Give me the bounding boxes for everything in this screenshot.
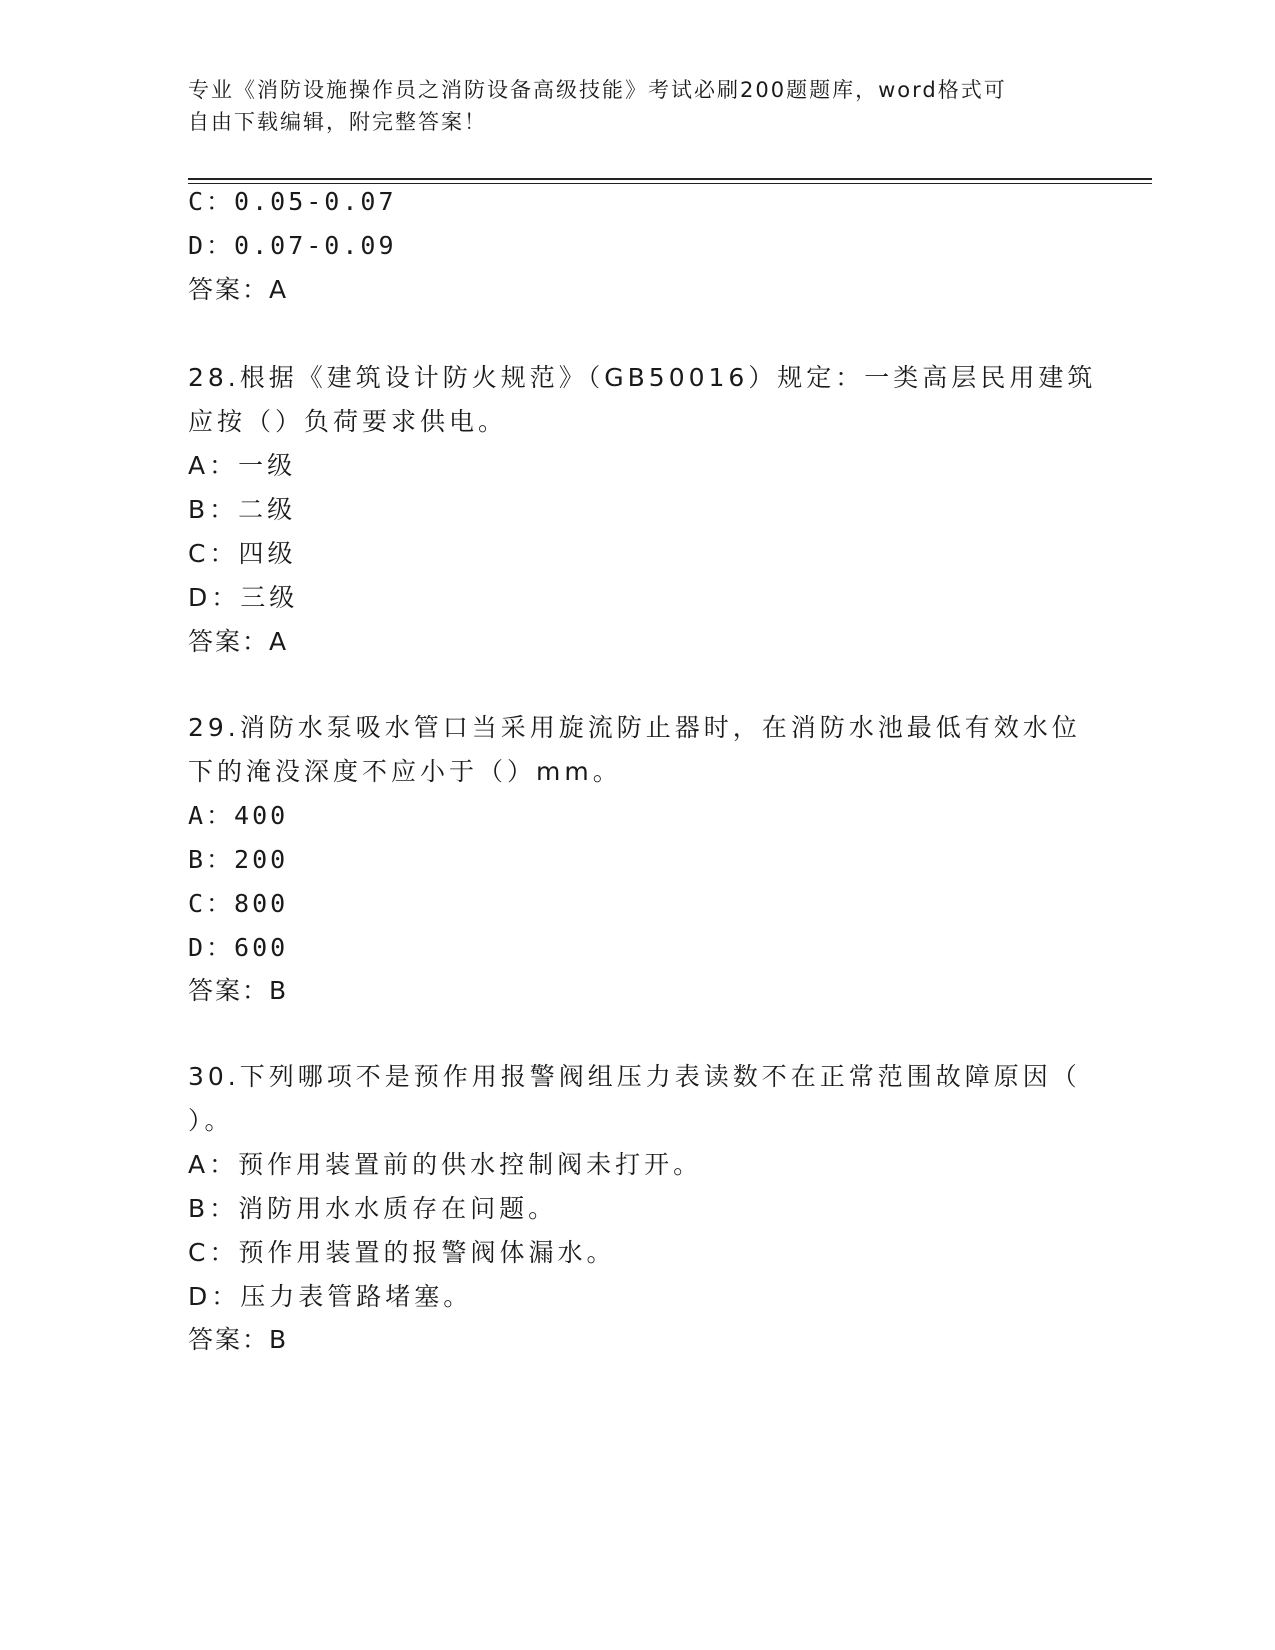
q29-text-line-2: 下的淹没深度不应小于（）mm。 [188, 757, 622, 786]
header-title-line-2: 自由下载编辑，附完整答案！ [188, 110, 487, 134]
q28-option-a: A：一级 [188, 451, 297, 480]
header-divider-thin [188, 183, 1152, 184]
q28-option-d: D：三级 [188, 583, 299, 612]
q29-option-c: C：800 [188, 889, 289, 918]
q30-option-c: C：预作用装置的报警阀体漏水。 [188, 1238, 616, 1267]
q30-option-b: B：消防用水水质存在问题。 [188, 1194, 558, 1223]
q30-text-line-2: ）。 [188, 1106, 234, 1135]
header-divider-thick [188, 178, 1152, 180]
q29-text-line-1: 29.消防水泵吸水管口当采用旋流防止器时，在消防水池最低有效水位 [188, 713, 1081, 742]
prev-answer: 答案：A [188, 275, 289, 304]
document-header [188, 74, 1088, 138]
q28-answer: 答案：A [188, 627, 289, 656]
q29-option-d: D：600 [188, 933, 289, 962]
q29-option-b: B：200 [188, 845, 289, 874]
prev-option-c: C：0.05-0.07 [188, 187, 397, 216]
q28-text-line-2: 应按（）负荷要求供电。 [188, 407, 508, 436]
q29-answer: 答案：B [188, 976, 289, 1005]
prev-option-d: D：0.07-0.09 [188, 231, 397, 260]
q28-option-c: C：四级 [188, 539, 297, 568]
header-title-line-1: 专业《消防设施操作员之消防设备高级技能》考试必刷200题题库，word格式可 [188, 78, 1007, 102]
q28-text-line-1: 28.根据《建筑设计防火规范》（GB50016）规定：一类高层民用建筑 [188, 363, 1097, 392]
q30-text-line-1: 30.下列哪项不是预作用报警阀组压力表读数不在正常范围故障原因（ [188, 1062, 1081, 1091]
q30-answer: 答案：B [188, 1325, 289, 1354]
q29-option-a: A：400 [188, 801, 289, 830]
q30-option-a: A：预作用装置前的供水控制阀未打开。 [188, 1150, 703, 1179]
q28-option-b: B：二级 [188, 495, 297, 524]
q30-option-d: D：压力表管路堵塞。 [188, 1282, 473, 1311]
